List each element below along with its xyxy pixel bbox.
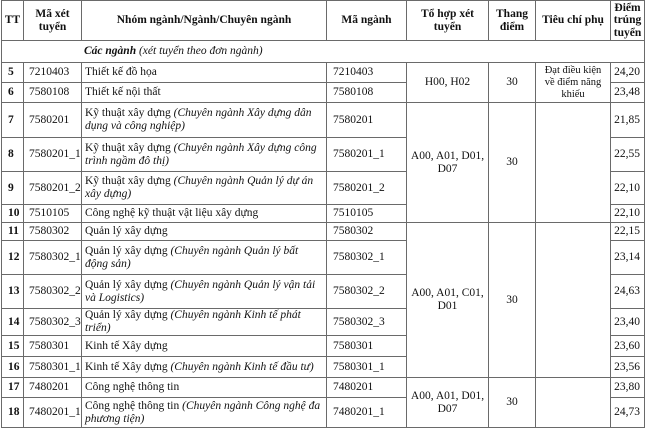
row-tt: 7: [2, 103, 24, 138]
row-diem-trung-tuyen: 22,10: [611, 172, 645, 205]
row-ma-xet-tuyen: 7580302_3: [24, 309, 82, 336]
row-ma-nganh: 7580302_3: [327, 309, 407, 336]
row-ma-nganh: 7580302_1: [327, 241, 407, 275]
program-name: Kinh tế Xây dựng: [85, 360, 168, 373]
row-ma-nganh: 7580302_2: [327, 275, 407, 309]
row-ma-nganh: 7210403: [327, 63, 407, 83]
row-program-name: [82, 172, 327, 205]
row-tt: 9: [2, 172, 24, 205]
row-program-name: [82, 378, 327, 398]
row-diem-trung-tuyen: 23,60: [611, 336, 645, 357]
program-name: Kỹ thuật xây dựng: [85, 141, 171, 154]
row-program-name: [82, 398, 327, 428]
row-diem-trung-tuyen: 22,10: [611, 205, 645, 223]
row-tt: 14: [2, 309, 24, 336]
group-tieu-chi-phu: [536, 378, 611, 428]
row-program-name: [82, 357, 327, 378]
row-diem-trung-tuyen: 21,85: [611, 103, 645, 138]
row-program-name: [82, 309, 327, 336]
row-ma-nganh: 7580302: [327, 223, 407, 241]
header-ma-nganh: Mã ngành: [327, 1, 407, 41]
program-name: Công nghệ thông tin: [85, 399, 180, 412]
row-program-name: [82, 336, 327, 357]
row-program-name: [82, 241, 327, 275]
row-ma-nganh: 7580201_1: [327, 138, 407, 172]
group-to-hop: A00, A01, D01, D07: [407, 103, 489, 223]
program-specialization: (Chuyên ngành Công nghệ đa phương tiện): [85, 399, 321, 425]
table-row: [2, 378, 645, 398]
program-specialization: (Chuyên ngành Xây dựng dân dụng và công nghiệp): [85, 107, 312, 132]
row-program-name: [82, 138, 327, 172]
program-name: Kỹ thuật xây dựng: [85, 107, 171, 119]
header-row: [2, 1, 645, 41]
table-body: [2, 41, 645, 428]
row-tt: 18: [2, 398, 24, 428]
section-label: [2, 41, 645, 63]
program-name: Thiết kế đồ họa: [85, 66, 157, 78]
row-ma-xet-tuyen: 7580108: [24, 83, 82, 103]
table-row: [2, 103, 645, 138]
row-tt: 12: [2, 241, 24, 275]
row-diem-trung-tuyen: 24,20: [611, 63, 645, 83]
row-tt: 15: [2, 336, 24, 357]
row-ma-nganh: 7580301_1: [327, 357, 407, 378]
group-to-hop: H00, H02: [407, 63, 489, 103]
program-specialization: (Chuyên ngành Quản lý vận tải và Logistics): [85, 278, 316, 304]
group-tieu-chi-phu: [536, 223, 611, 378]
row-ma-xet-tuyen: 7580201_2: [24, 172, 82, 205]
program-name: Quản lý xây dựng: [85, 244, 168, 257]
group-to-hop: A00, A01, D01, D07: [407, 378, 489, 428]
row-diem-trung-tuyen: 23,14: [611, 241, 645, 275]
program-name: Quản lý xây dựng: [85, 309, 168, 321]
group-to-hop: A00, A01, C01, D01: [407, 223, 489, 378]
group-thang-diem: 30: [489, 63, 536, 103]
program-name: Công nghệ thông tin: [85, 381, 180, 393]
header-tieu-chi-phu: Tiêu chí phụ: [536, 1, 611, 41]
header-tt: TT: [2, 1, 24, 41]
header-diem-trung-tuyen: Điểm trúng tuyển: [611, 1, 645, 41]
program-name: Quản lý xây dựng: [85, 278, 168, 291]
table-row: [2, 63, 645, 83]
row-ma-nganh: 7480201: [327, 378, 407, 398]
group-thang-diem: 30: [489, 103, 536, 223]
row-diem-trung-tuyen: 22,55: [611, 138, 645, 172]
row-ma-nganh: 7580108: [327, 83, 407, 103]
row-ma-xet-tuyen: 7580302: [24, 223, 82, 241]
program-specialization: (Chuyên ngành Quản lý bất động sản): [85, 244, 299, 270]
row-ma-xet-tuyen: 7210403: [24, 63, 82, 83]
program-name: Công nghệ kỹ thuật vật liệu xây dựng: [85, 207, 259, 219]
section-subtitle: (xét tuyển theo đơn ngành): [138, 45, 263, 57]
program-specialization: (Chuyên ngành Quản lý dự án xây dựng): [85, 175, 314, 200]
program-specialization: (Chuyên ngành Xây dựng công trình ngầm đô thị): [85, 141, 317, 167]
row-diem-trung-tuyen: 24,73: [611, 398, 645, 428]
row-diem-trung-tuyen: 23,80: [611, 378, 645, 398]
admission-scores-table: [1, 0, 645, 428]
group-thang-diem: 30: [489, 223, 536, 378]
row-ma-nganh: 7510105: [327, 205, 407, 223]
row-ma-xet-tuyen: 7580301_1: [24, 357, 82, 378]
row-ma-xet-tuyen: 7580301: [24, 336, 82, 357]
row-ma-xet-tuyen: 7480201: [24, 378, 82, 398]
row-diem-trung-tuyen: 23,56: [611, 357, 645, 378]
row-tt: 13: [2, 275, 24, 309]
row-tt: 11: [2, 223, 24, 241]
header-thang-diem: Thang điểm: [489, 1, 536, 41]
row-ma-nganh: 7580201: [327, 103, 407, 138]
row-diem-trung-tuyen: 23,40: [611, 309, 645, 336]
header-to-hop: Tổ hợp xét tuyển: [407, 1, 489, 41]
program-name: Kinh tế Xây dựng: [85, 339, 168, 352]
row-tt: 16: [2, 357, 24, 378]
program-name: Kỹ thuật xây dựng: [85, 175, 171, 187]
program-name: Quản lý xây dựng: [85, 225, 168, 237]
row-program-name: [82, 275, 327, 309]
row-diem-trung-tuyen: 23,48: [611, 83, 645, 103]
row-ma-xet-tuyen: 7580201: [24, 103, 82, 138]
program-name: Thiết kế nội thất: [85, 86, 161, 98]
program-specialization: (Chuyên ngành Kinh tế phát triển): [85, 309, 301, 334]
row-diem-trung-tuyen: 24,63: [611, 275, 645, 309]
row-ma-xet-tuyen: 7580302_1: [24, 241, 82, 275]
group-thang-diem: 30: [489, 378, 536, 428]
section-row: [2, 41, 645, 63]
row-ma-nganh: 7580201_2: [327, 172, 407, 205]
row-ma-nganh: 7580301: [327, 336, 407, 357]
header-ma-xet-tuyen: Mã xét tuyển: [24, 1, 82, 41]
row-tt: 17: [2, 378, 24, 398]
row-ma-xet-tuyen: 7580201_1: [24, 138, 82, 172]
row-program-name: [82, 205, 327, 223]
row-tt: 6: [2, 83, 24, 103]
row-program-name: [82, 223, 327, 241]
row-ma-xet-tuyen: 7510105: [24, 205, 82, 223]
row-ma-xet-tuyen: 7580302_2: [24, 275, 82, 309]
group-tieu-chi-phu: Đạt điều kiện về điểm năng khiếu: [536, 63, 611, 103]
row-ma-nganh: 7480201_1: [327, 398, 407, 428]
table-row: [2, 223, 645, 241]
row-tt: 8: [2, 138, 24, 172]
section-title: Các ngành: [84, 45, 137, 57]
row-program-name: [82, 103, 327, 138]
row-diem-trung-tuyen: 22,15: [611, 223, 645, 241]
row-ma-xet-tuyen: 7480201_1: [24, 398, 82, 428]
row-tt: 5: [2, 63, 24, 83]
program-specialization: (Chuyên ngành Kinh tế đầu tư): [170, 360, 314, 373]
row-program-name: [82, 63, 327, 83]
row-tt: 10: [2, 205, 24, 223]
row-program-name: [82, 83, 327, 103]
group-tieu-chi-phu: [536, 103, 611, 223]
header-nhom-nganh: Nhóm ngành/Ngành/Chuyên ngành: [82, 1, 327, 41]
